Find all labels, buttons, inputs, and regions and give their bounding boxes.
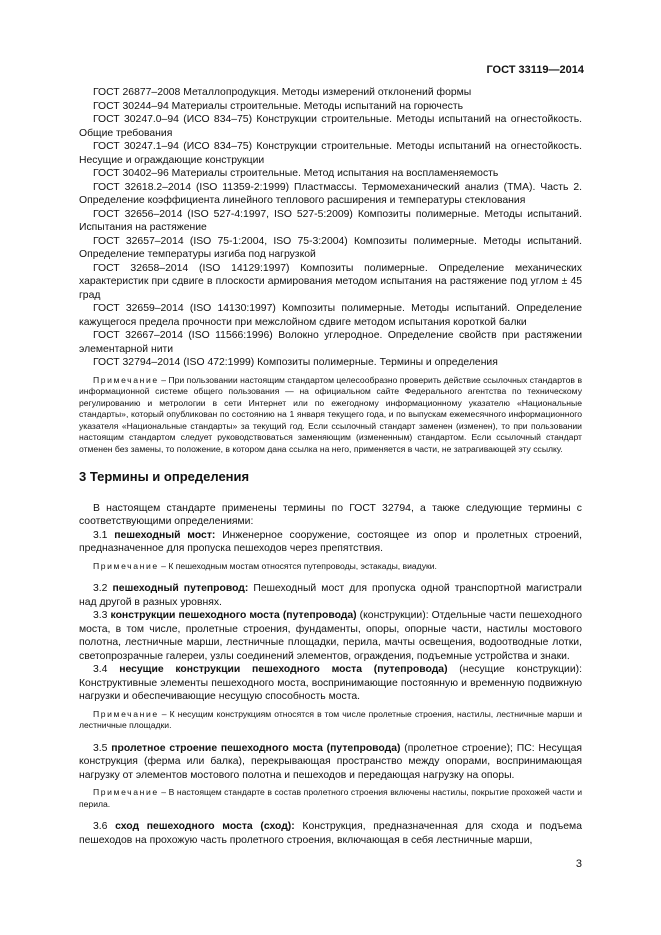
reference-item: ГОСТ 30247.0–94 (ИСО 834–75) Конструкции строительные. Методы испытаний на огнестойкость. Общие требования	[79, 114, 582, 139]
term-3-3: 3.3 конструкции пешеходного моста (путепровода) (конструкции): Отдельные части пешеходного моста, в том числе, пролетные строения, фундаменты, опоры, опорные части, настилы мостового полотна, лестничные марши, лестничные площадки, перила, мачты освещения, водоотводные лотки, светопрозрачные галереи, узлы соединений элементов, ограждения, подъемные устройства и знаки.	[79, 610, 583, 662]
reference-item: ГОСТ 32656–2014 (ISO 527-4:1997, ISO 527-5:2009) Композиты полимерные. Методы испытаний. Испытания на растяжение	[79, 208, 582, 233]
reference-item: ГОСТ 32794–2014 (ISO 472:1999) Композиты полимерные. Термины и определения	[93, 357, 498, 368]
note-text: При пользовании настоящим стандартом целесообразно проверить действие ссылочных стандартов в информационной системе общего пользования — на официальном сайте Федерального агентства по техническому регулированию и метрологии в сети Интернет или по ежегодному информационному указателю «Национальные стандарты», который опубликован по состоянию на 1 января текущего года, и по выпускам ежемесячного информационного указателя «Национальные стандарты» за текущий год. Если ссылочный стандарт заменен (изменен), то при пользовании настоящим стандартом следует руководствоваться заменяющим (измененным) стандартом. Если ссылочный стандарт отменен без замены, то положение, в котором дана ссылка на него, применяется в части, не затрагивающей эту ссылку.	[79, 374, 583, 454]
term-3-4-note: Примечание – К несущим конструкциям относятся в том числе пролетные строения, настилы, лестничные марши и лестничные площадки.	[79, 708, 582, 730]
note-label: Примечание	[93, 560, 159, 571]
term-definition: Конструкция, предназначенная для схода и подъема пешеходов на прохожую часть пролетного строения, включающая в себя лестничные марши,	[79, 821, 582, 846]
term-definition: (конструкции): Отдельные части пешеходного моста, в том числе, пролетные строения, фундаменты, опоры, опорные части, настилы мостового полотна, лестничные марши, лестничные площадки, перила, мачты освещения, водоотводные лотки, светопрозрачные галереи, узлы соединений элементов, ограждения, подъемные устройства и знаки.	[79, 610, 583, 662]
term-definition: (пролетное строение); ПС: Несущая конструкция (ферма или балка), перекрывающая пространство между опорами, воспринимающая нагрузку от элементов мостового полотна и пешеходов и передающая нагрузку на опоры.	[79, 742, 582, 781]
term-name: несущие конструкции пешеходного моста (путепровода)	[119, 664, 448, 675]
reference-item: ГОСТ 32658–2014 (ISO 14129:1997) Композиты полимерные. Определение механических характеристик при сдвиге в плоскости армирования методом испытания на растяжение под углом ± 45 град	[79, 262, 582, 301]
note-label: Примечание	[93, 787, 159, 797]
reference-item: ГОСТ 30244–94 Материалы строительные. Методы испытаний на горючесть	[93, 100, 463, 112]
term-3-5: 3.5 пролетное строение пешеходного моста (путепровода) (пролетное строение); ПС: Несущая конструкция (ферма или балка), перекрывающая пространство между опорами, воспринимающая нагрузку от элементов мостового полотна и пешеходов и передающая нагрузку на опоры.	[79, 742, 582, 781]
term-name: пешеходный путепровод:	[112, 583, 249, 594]
page-number: 3	[575, 858, 582, 870]
term-definition: Инженерное сооружение, состоящее из опор и пролетных строений, предназначенное для пропуска пешеходов через препятствия.	[79, 529, 582, 554]
term-3-1-note: Примечание – К пешеходным мостам относятся путепроводы, эстакады, виадуки.	[93, 560, 437, 571]
reference-item: ГОСТ 32667–2014 (ISO 11566:1996) Волокно углеродное. Определение свойств при растяжении элементарной нити	[79, 330, 582, 355]
term-definition: Пешеходный мост для пропуска одной транспортной магистрали над другой в разных уровнях.	[79, 583, 582, 608]
reference-item: ГОСТ 30247.1–94 (ИСО 834–75) Конструкции строительные. Методы испытаний на огнестойкость. Несущие и ограждающие конструкции	[79, 141, 582, 166]
term-definition: (несущие конструкции): Конструктивные элементы пешеходного моста, воспринимающие постоянную и временную подвижную нагрузки и обеспечивающие несущую способность моста.	[79, 664, 582, 702]
reference-item: ГОСТ 30402–96 Материалы строительные. Метод испытания на воспламеняемость	[93, 168, 499, 179]
reference-item: ГОСТ 32659–2014 (ISO 14130:1997) Композиты полимерные. Методы испытаний. Определение кажущегося предела прочности при межслойном сдвиге методом испытания короткой балки	[79, 303, 582, 328]
term-name: пешеходный мост:	[114, 529, 216, 541]
term-name: пролетное строение пешеходного моста (путепровода)	[111, 742, 401, 754]
term-3-1: 3.1 пешеходный мост: Инженерное сооружение, состоящее из опор и пролетных строений, предназначенное для пропуска пешеходов через препятствия.	[79, 529, 582, 554]
term-3-5-note: Примечание – В настоящем стандарте в состав пролетного строения включены настилы, покрытие прохожей части и перила.	[79, 787, 582, 809]
document-id-header: ГОСТ 33119—2014	[486, 64, 584, 76]
term-name: конструкции пешеходного моста (путепровода)	[110, 610, 357, 621]
term-name: сход пешеходного моста (сход):	[115, 821, 295, 832]
reference-item: ГОСТ 32618.2–2014 (ISO 11359-2:1999) Пластмассы. Термомеханический анализ (ТМА). Часть 2. Определение коэффициента линейного теплового расширения и температуры стеклования	[79, 181, 582, 206]
note-label: Примечание	[93, 708, 159, 719]
section-title: 3 Термины и определения	[79, 469, 250, 484]
note-label: Примечание	[93, 374, 159, 385]
term-3-6: 3.6 сход пешеходного моста (сход): Конструкция, предназначенная для схода и подъема пешеходов на прохожую часть пролетного строения, включающая в себя лестничные марши,	[79, 821, 582, 846]
reference-item: ГОСТ 26877–2008 Металлопродукция. Методы измерений отклонений формы	[93, 87, 472, 98]
section-intro: В настоящем стандарте применены термины по ГОСТ 32794, а также следующие термины с соответствующими определениями:	[79, 502, 582, 527]
references-note: Примечание – При пользовании настоящим стандартом целесообразно проверить действие ссылочных стандартов в информационной системе общего пользования — на официальном сайте Федерального агентства по техническому регулированию и метрологии в сети Интернет или по ежегодному информационному указателю «Национальные стандарты», который опубликован по состоянию на 1 января текущего года, и по выпускам ежемесячного информационного указателя «Национальные стандарты» за текущий год. Если ссылочный стандарт заменен (изменен), то при пользовании настоящим стандартом следует руководствоваться заменяющим (измененным) стандартом. Если ссылочный стандарт отменен без замены, то положение, в котором дана ссылка на него, применяется в части, не затрагивающей эту ссылку.	[79, 374, 583, 454]
term-3-4: 3.4 несущие конструкции пешеходного моста (путепровода) (несущие конструкции): Конструктивные элементы пешеходного моста, воспринимающие постоянную и временную подвижную нагрузки и обеспечивающие несущую способность моста.	[79, 664, 582, 702]
term-3-2: 3.2 пешеходный путепровод: Пешеходный мост для пропуска одной транспортной магистрали над другой в разных уровнях.	[79, 583, 582, 608]
document-body	[79, 86, 582, 847]
reference-item: ГОСТ 32657–2014 (ISO 75-1:2004, ISO 75-3:2004) Композиты полимерные. Методы испытаний. Определение температуры изгиба под нагрузкой	[79, 235, 582, 260]
